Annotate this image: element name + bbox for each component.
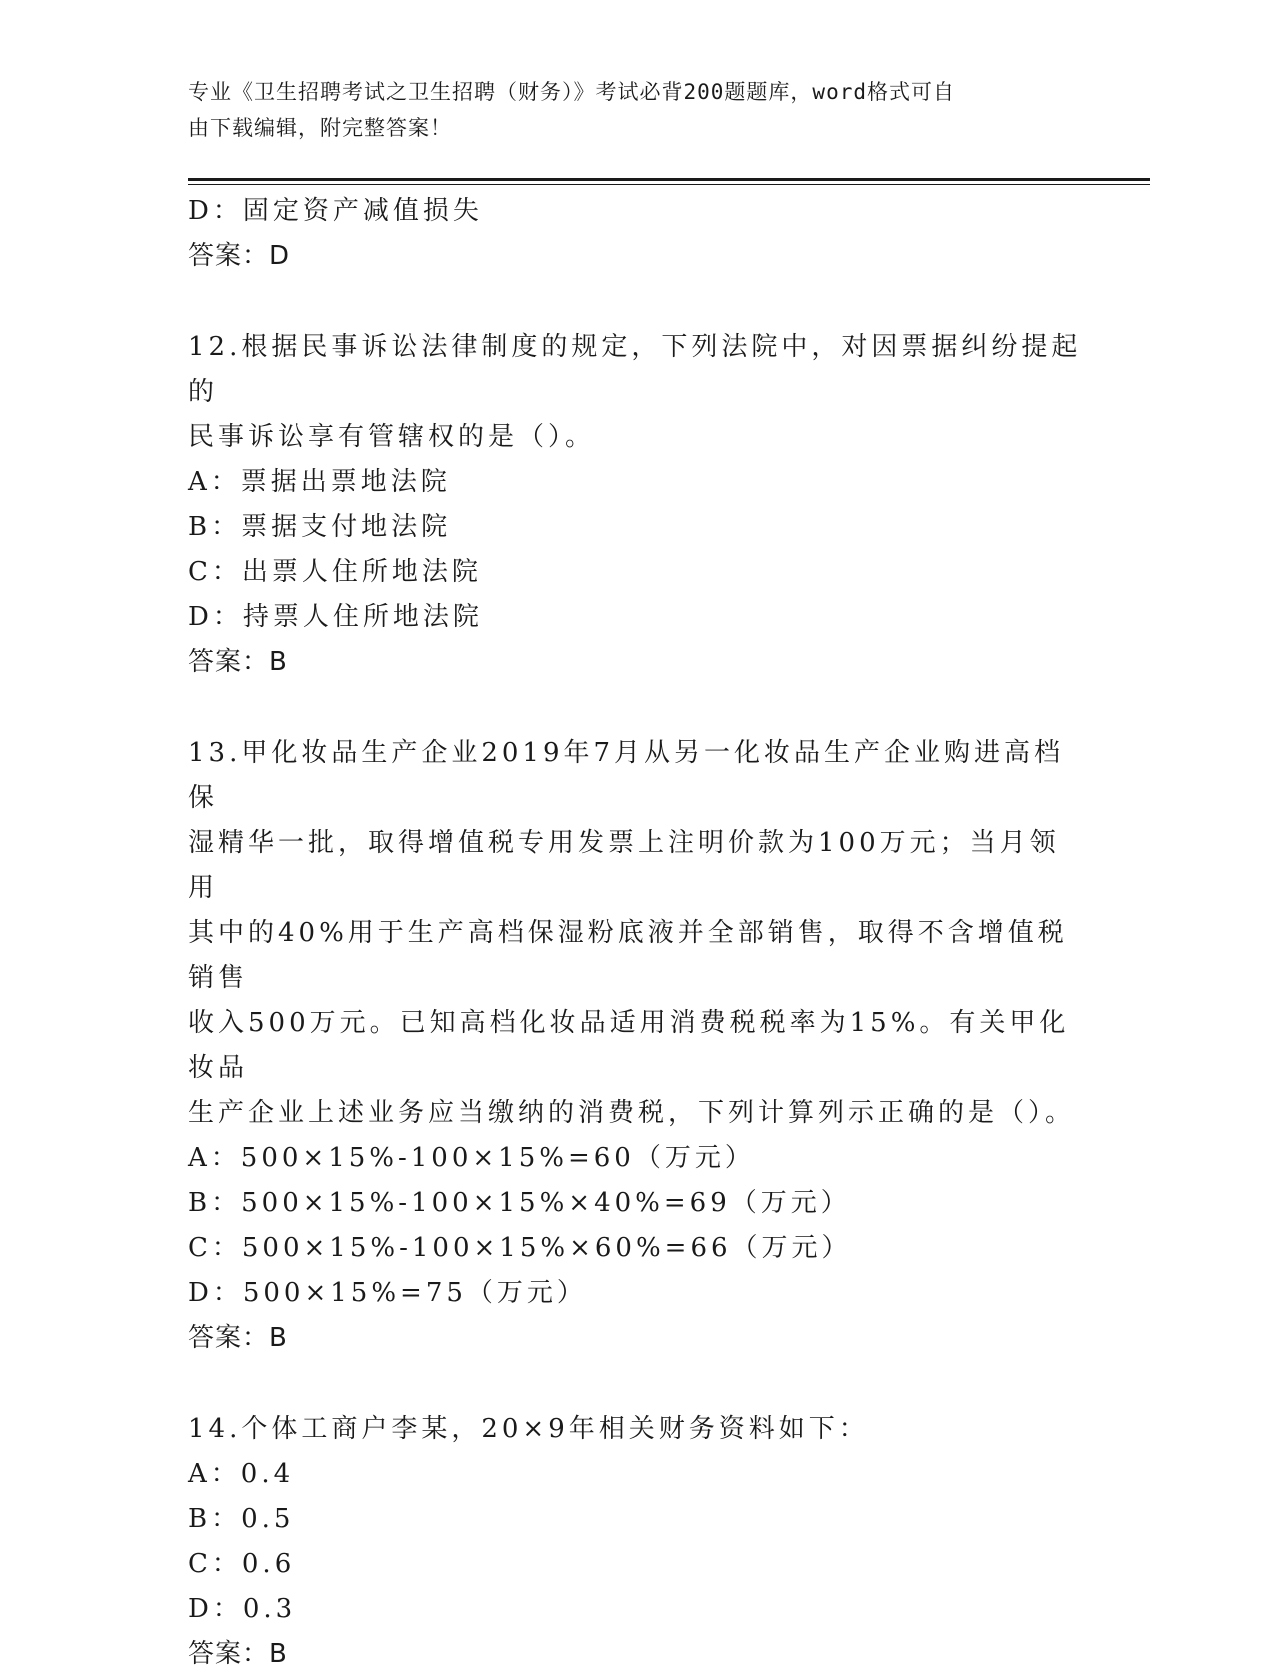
option-d: D：固定资产减值损失 xyxy=(188,196,483,226)
stem-line: 生产企业上述业务应当缴纳的消费税，下列计算列示正确的是（）。 xyxy=(188,1098,1076,1128)
option-c: C：0.6 xyxy=(188,1549,296,1579)
answer: 答案：D xyxy=(188,241,291,271)
option-d: D：0.3 xyxy=(188,1594,297,1624)
option-c: C：出票人住所地法院 xyxy=(188,557,482,587)
question-14 xyxy=(188,1407,1088,1677)
option-a: A：票据出票地法院 xyxy=(188,467,451,497)
header-rule-thick xyxy=(188,178,1150,181)
document-header xyxy=(188,74,1068,146)
answer: 答案：B xyxy=(188,1639,288,1669)
stem-line: 12.根据民事诉讼法律制度的规定，下列法院中，对因票据纠纷提起的 xyxy=(188,332,1082,407)
option-b: B：0.5 xyxy=(188,1504,295,1534)
option-a: A：0.4 xyxy=(188,1459,295,1489)
question-12 xyxy=(188,325,1088,685)
option-b: B：500×15%-100×15%×40%=69（万元） xyxy=(188,1188,851,1218)
question-stem xyxy=(188,325,1088,460)
header-line-1: 专业《卫生招聘考试之卫生招聘（财务）》考试必背200题题库，word格式可自 xyxy=(188,80,955,104)
option-b: B：票据支付地法院 xyxy=(188,512,452,542)
question-13 xyxy=(188,731,1088,1361)
stem-line: 14.个体工商户李某，20×9年相关财务资料如下： xyxy=(188,1414,869,1444)
question-stem xyxy=(188,1407,1088,1452)
question-list xyxy=(188,189,1088,1677)
header-rule-thin xyxy=(188,184,1150,185)
stem-line: 13.甲化妆品生产企业2019年7月从另一化妆品生产企业购进高档保 xyxy=(188,738,1065,813)
stem-line: 其中的40%用于生产高档保湿粉底液并全部销售，取得不含增值税销售 xyxy=(188,918,1068,993)
stem-line: 收入500万元。已知高档化妆品适用消费税税率为15%。有关甲化妆品 xyxy=(188,1008,1070,1083)
answer: 答案：B xyxy=(188,1323,288,1353)
option-c: C：500×15%-100×15%×60%=66（万元） xyxy=(188,1233,852,1263)
question-11-tail xyxy=(188,189,1088,279)
stem-line: 湿精华一批，取得增值税专用发票上注明价款为100万元；当月领用 xyxy=(188,828,1060,903)
option-d: D：持票人住所地法院 xyxy=(188,602,483,632)
stem-line: 民事诉讼享有管辖权的是（）。 xyxy=(188,422,596,452)
answer: 答案：B xyxy=(188,647,288,677)
option-a: A：500×15%-100×15%=60（万元） xyxy=(188,1143,755,1173)
option-d: D：500×15%=75（万元） xyxy=(188,1278,587,1308)
question-stem xyxy=(188,731,1088,1136)
header-line-2: 由下载编辑，附完整答案！ xyxy=(188,116,452,140)
